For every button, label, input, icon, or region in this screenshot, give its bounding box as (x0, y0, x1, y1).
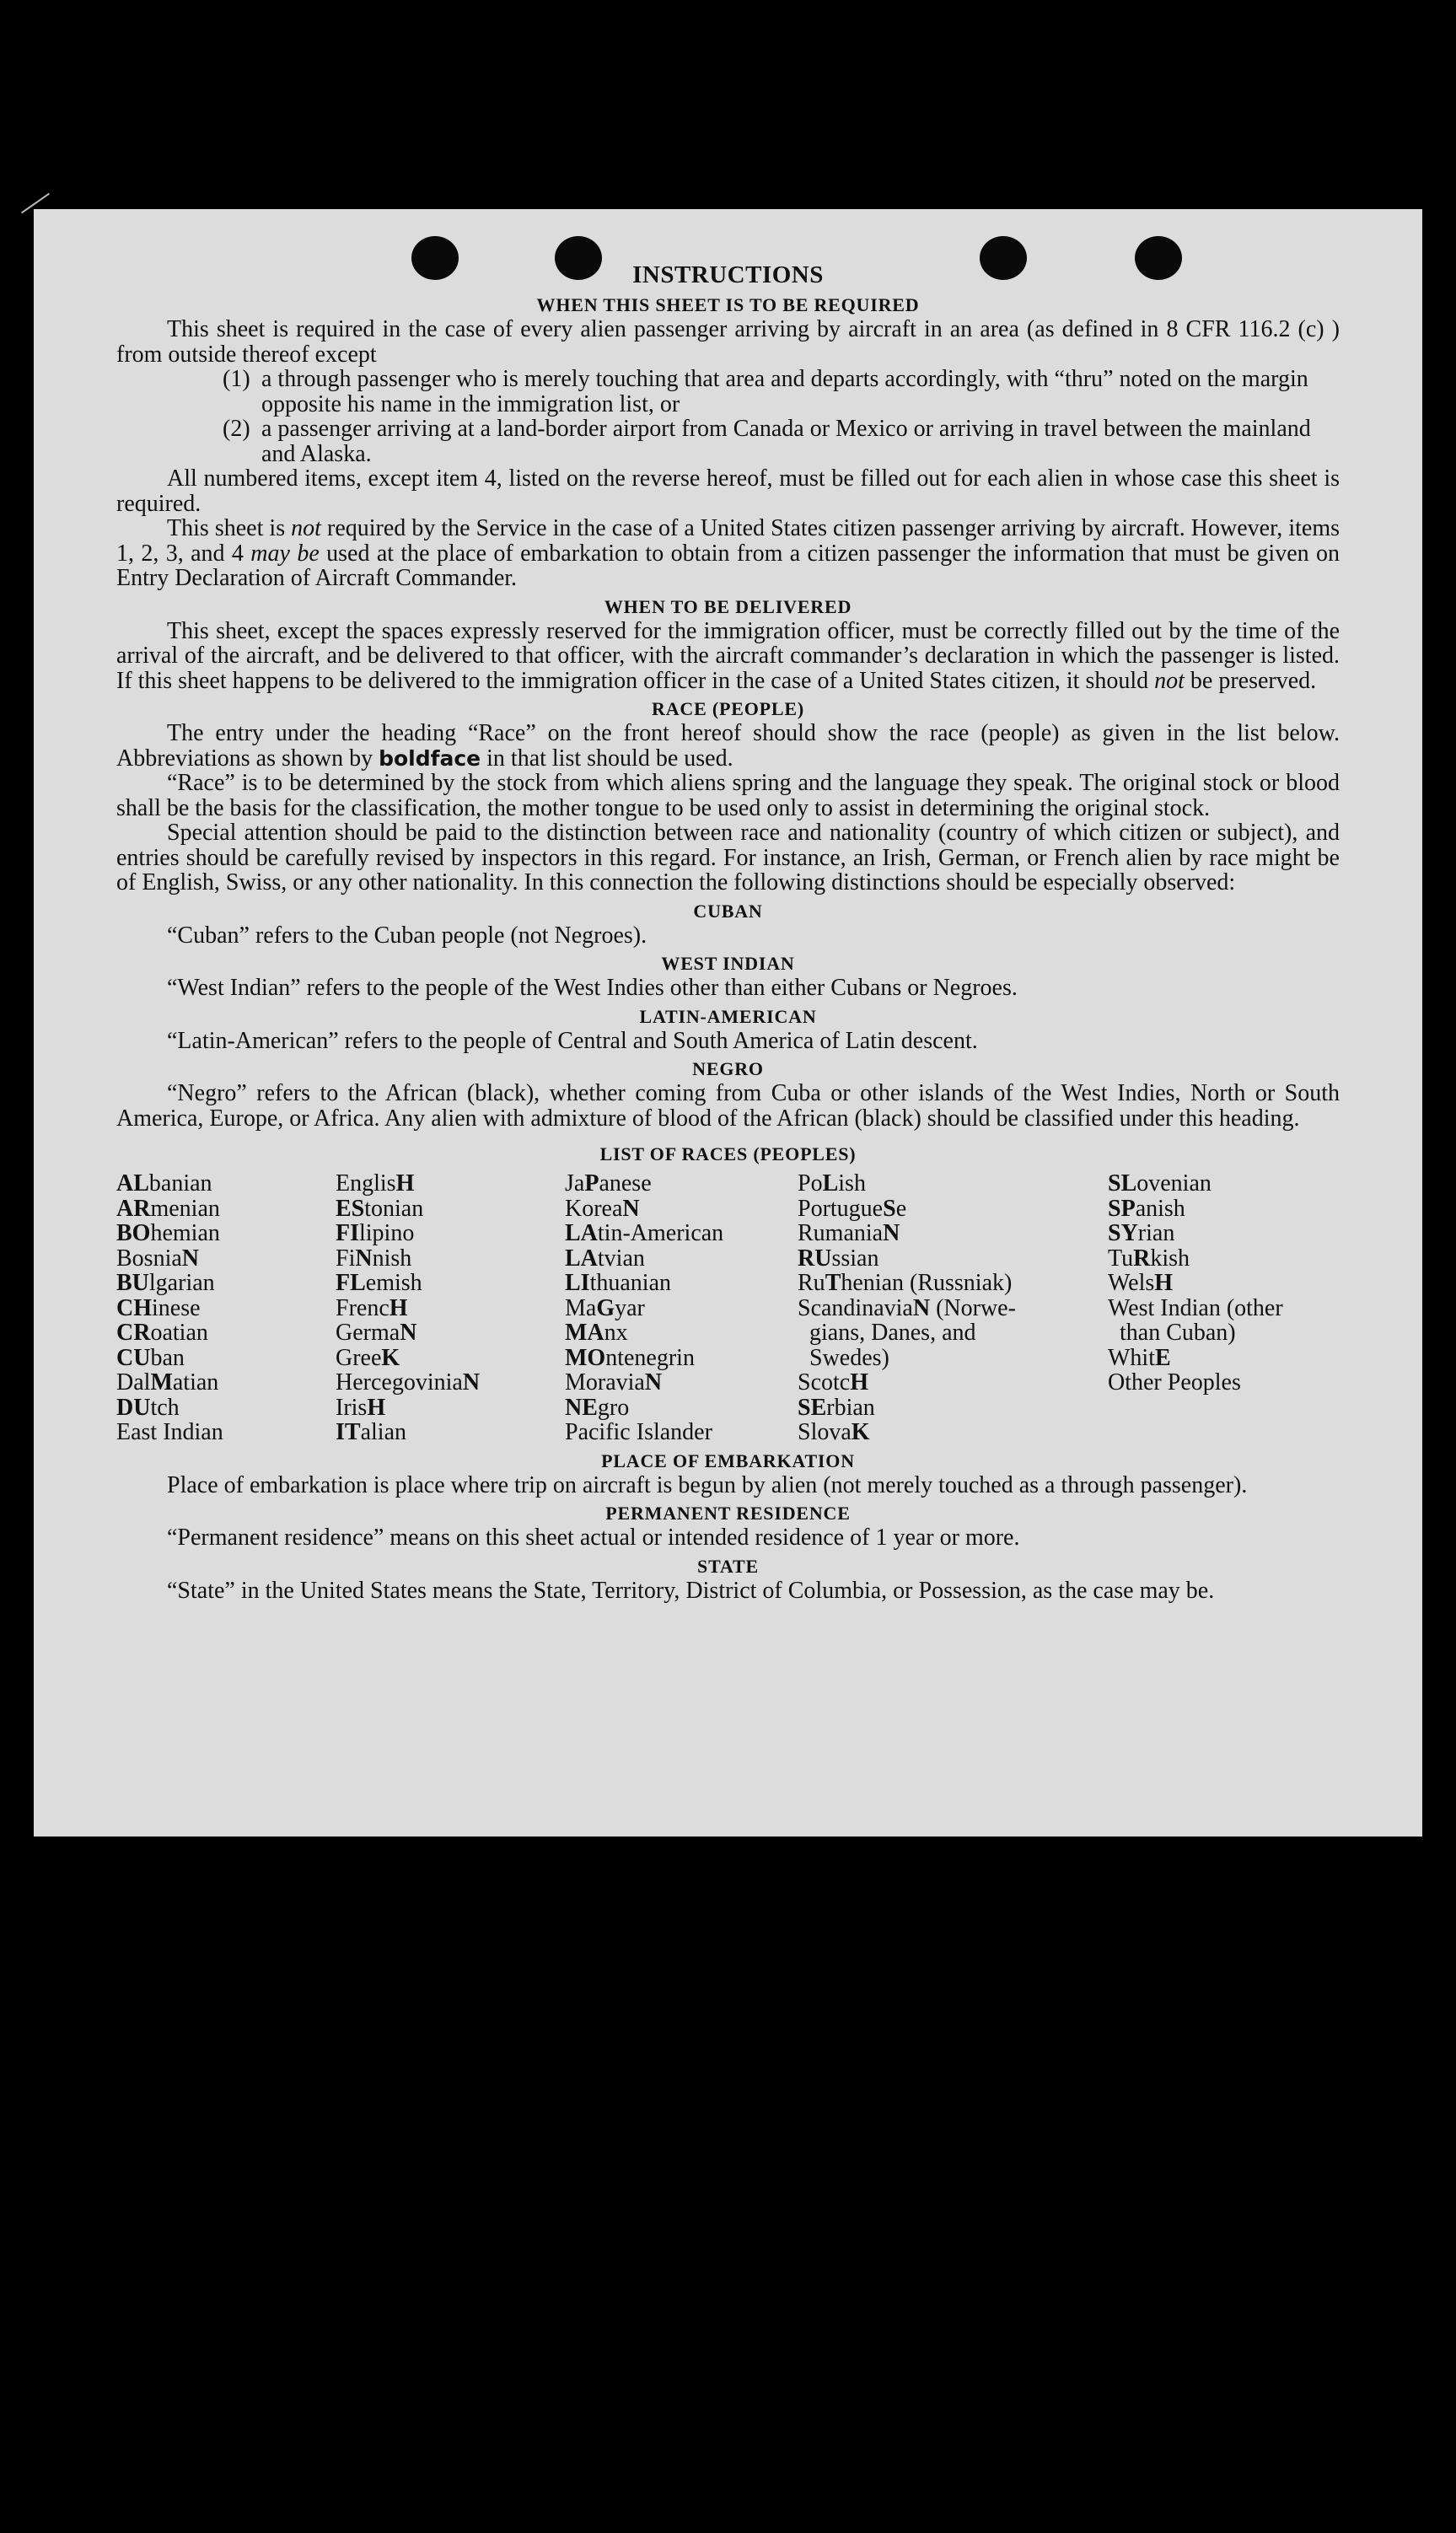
race-entry: East Indian (116, 1419, 223, 1445)
race-entry: MoraviaN (565, 1369, 663, 1396)
paragraph: Place of embarkation is place where trip on aircraft is begun by alien (not merely touched as a through passenger). (167, 1471, 1248, 1498)
race-entry: FrencH (336, 1294, 408, 1321)
race-entry: Pacific Islander (565, 1419, 712, 1445)
list-item: (1) a through passenger who is merely touching that area and departs accordingly, with “thru” noted on the margin opposite his name in the immigration list, or (223, 366, 1308, 417)
race-entry: LAtvian (565, 1245, 645, 1272)
race-entry: EnglisH (336, 1170, 415, 1197)
race-entry: MOntenegrin (565, 1344, 695, 1371)
punch-hole (411, 236, 459, 280)
race-entry: ScandinaviaN (Norwe- (798, 1294, 1016, 1321)
race-entry: IrisH (336, 1394, 386, 1421)
section-heading: STATE (697, 1555, 759, 1577)
race-entry: CUban (116, 1344, 185, 1371)
race-entry: RuThenian (Russniak) (798, 1270, 1013, 1296)
race-entry: CRoatian (116, 1320, 208, 1346)
paragraph: “West Indian” refers to the people of the West Indies other than either Cubans or Negroes. (167, 975, 1018, 1001)
race-entry: PoLish (798, 1170, 866, 1197)
section-heading: WHEN TO BE DELIVERED (604, 595, 852, 617)
race-entry: SLovenian (1108, 1170, 1212, 1197)
race-entry: LAtin-American (565, 1220, 724, 1246)
race-entry: CHinese (116, 1294, 201, 1321)
section-heading: LIST OF RACES (PEOPLES) (599, 1143, 857, 1164)
list-item: (2) a passenger arriving at a land-border airport from Canada or Mexico or arriving in travel between the mainland and Alaska. (223, 416, 1311, 467)
section-heading: WEST INDIAN (661, 953, 795, 974)
race-entry: West Indian (other (1108, 1294, 1283, 1321)
race-entry: SYrian (1108, 1220, 1175, 1246)
race-entry: gians, Danes, and (798, 1320, 976, 1346)
race-entry: HercegoviniaN (336, 1369, 481, 1396)
races-column (565, 1171, 798, 1445)
race-entry: PortugueSe (798, 1195, 907, 1222)
race-entry: JaPanese (565, 1170, 652, 1197)
punch-hole (555, 236, 602, 280)
section-heading: PLACE OF EMBARKATION (601, 1449, 855, 1471)
race-entry: SErbian (798, 1394, 875, 1421)
race-entry: ITalian (336, 1419, 406, 1445)
race-entry: FIlipino (336, 1220, 415, 1246)
race-entry: FiNnish (336, 1245, 412, 1272)
race-entry: RUssian (798, 1245, 879, 1272)
section-heading: RACE (PEOPLE) (652, 698, 804, 719)
exceptions-list (116, 367, 1340, 466)
punch-hole (1135, 236, 1182, 280)
race-entry: TuRkish (1108, 1245, 1190, 1272)
section-heading: LATIN-AMERICAN (639, 1005, 817, 1027)
races-column (1108, 1171, 1361, 1445)
races-column (798, 1171, 1108, 1445)
paragraph: “Race” is to be determined by the stock from which aliens spring and the language they speak. The original stock or blood shall be the basis for the classification, the mother tongue to be used only to assist in determining the original stock. (116, 770, 1340, 821)
race-entry: SlovaK (798, 1419, 870, 1445)
race-entry: Other Peoples (1108, 1369, 1241, 1396)
section-heading: WHEN THIS SHEET IS TO BE REQUIRED (536, 294, 920, 315)
races-column (116, 1171, 336, 1445)
paragraph: This sheet, except the spaces expressly reserved for the immigration officer, must be correctly filled out by the time of the arrival of the aircraft, and be delivered to that officer, with the aircraft commander’s declaration in which the passenger is listed. If this sheet happens to be delivered to the immigration officer in the case of a United States citizen, it should not be preserved. (116, 617, 1340, 694)
section-heading: PERMANENT RESIDENCE (605, 1503, 851, 1524)
race-entry: than Cuban) (1108, 1320, 1236, 1346)
race-entry: WelsH (1108, 1270, 1174, 1296)
race-entry: BOhemian (116, 1220, 220, 1246)
race-entry: ScotcH (798, 1369, 868, 1396)
race-entry: BUlgarian (116, 1270, 215, 1296)
races-column (336, 1171, 565, 1445)
race-entry: GreeK (336, 1344, 400, 1371)
section-heading: CUBAN (693, 900, 763, 922)
paragraph: “Latin-American” refers to the people of Central and South America of Latin descent. (167, 1027, 978, 1054)
race-entry: WhitE (1108, 1344, 1171, 1371)
paragraph: “Permanent residence” means on this sheet actual or intended residence of 1 year or more. (167, 1525, 1020, 1551)
paragraph: “Negro” refers to the African (black), whether coming from Cuba or other islands of the West Indies, North or South America, Europe, or Africa. Any alien with admixture of blood of the African (black) should be classified under this heading. (116, 1080, 1340, 1132)
race-entry: SPanish (1108, 1195, 1185, 1222)
race-entry: MaGyar (565, 1294, 645, 1321)
paragraph: The entry under the heading “Race” on the front hereof should show the race (people) as given in the list below. Abbreviations as shown by boldface in that list should be used. (116, 720, 1340, 772)
race-entry: Swedes) (798, 1344, 889, 1371)
page-title: INSTRUCTIONS (632, 261, 824, 288)
race-entry: ARmenian (116, 1195, 220, 1222)
instructions-sheet (34, 209, 1422, 1837)
paragraph: This sheet is required in the case of every alien passenger arriving by aircraft in an area (as defined in 8 CFR 116.2 (c) ) from outside thereof except (116, 316, 1340, 368)
race-entry: RumaniaN (798, 1220, 900, 1246)
race-entry: FLemish (336, 1270, 422, 1296)
paragraph: “State” in the United States means the State, Territory, District of Columbia, or Possession, as the case may be. (167, 1577, 1215, 1604)
race-entry: DalMatian (116, 1369, 219, 1396)
paragraph: Special attention should be paid to the distinction between race and nationality (country of which citizen or subject), and entries should be carefully revised by inspectors in this regard. For instance, an Irish, German, or French alien by race might be of English, Swiss, or any other nationality. In this connection the following distinctions should be especially observed: (116, 820, 1340, 895)
race-entry: ALbanian (116, 1170, 212, 1197)
paragraph: All numbered items, except item 4, listed on the reverse hereof, must be filled out for each alien in whose case this sheet is required. (116, 465, 1340, 517)
section-heading: NEGRO (692, 1058, 764, 1079)
race-entry: DUtch (116, 1394, 180, 1421)
race-entry: NEgro (565, 1394, 630, 1421)
race-entry: MAnx (565, 1320, 628, 1346)
paragraph: “Cuban” refers to the Cuban people (not Negroes). (167, 922, 647, 949)
race-entry: EStonian (336, 1195, 424, 1222)
race-entry: BosniaN (116, 1245, 200, 1272)
race-entry: GermaN (336, 1320, 417, 1346)
race-entry: KoreaN (565, 1195, 640, 1222)
race-entry: LIthuanian (565, 1270, 671, 1296)
races-list (116, 1171, 1340, 1445)
punch-hole (980, 236, 1027, 280)
paragraph: This sheet is not required by the Service in the case of a United States citizen passenger arriving by aircraft. However, items 1, 2, 3, and 4 may be used at the place of embarkation to obtain from a citizen passenger the information that must be given on Entry Declaration of Aircraft Commander. (116, 515, 1340, 591)
